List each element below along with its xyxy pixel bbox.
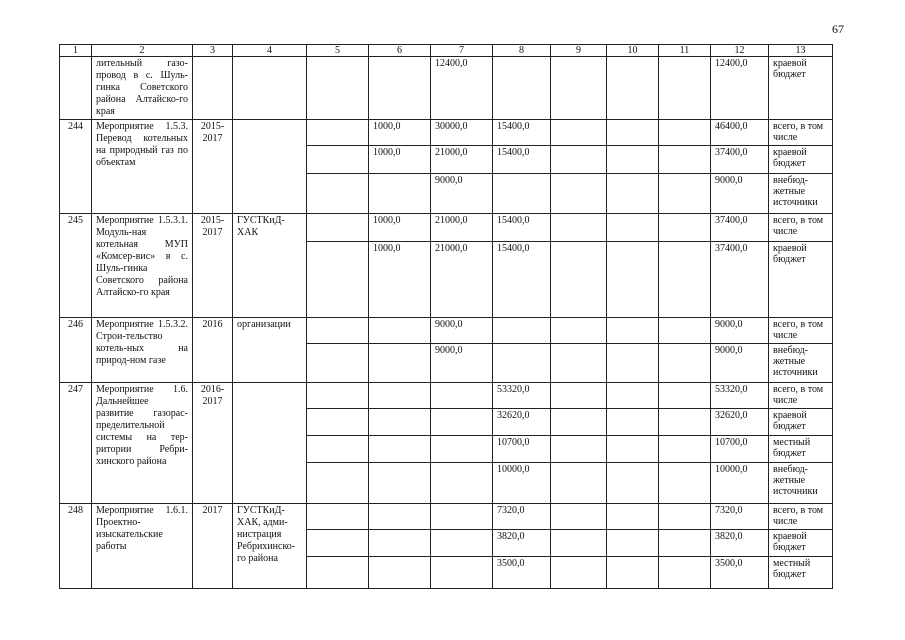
col8-cell	[493, 318, 551, 344]
col9-cell	[551, 504, 607, 530]
budget-table	[59, 44, 833, 589]
col5-cell	[307, 409, 369, 436]
col9-cell	[551, 146, 607, 174]
column-header: 1	[60, 45, 92, 57]
funding-source-cell: местный бюджет	[769, 557, 833, 589]
col10-cell	[607, 409, 659, 436]
col10-cell	[607, 530, 659, 557]
funding-source-cell: краевой бюджет	[769, 146, 833, 174]
funding-source-cell: всего, в том числе	[769, 120, 833, 146]
col8-cell	[493, 57, 551, 120]
col6-cell	[369, 436, 431, 463]
col6-cell: 1000,0	[369, 120, 431, 146]
total-cell: 3820,0	[711, 530, 769, 557]
col11-cell	[659, 318, 711, 344]
row-number-cell	[60, 57, 92, 120]
col5-cell	[307, 174, 369, 214]
col7-cell: 9000,0	[431, 344, 493, 383]
col7-cell	[431, 463, 493, 504]
measure-name-cell: лительный газо-провод в с. Шуль-гинка Советского района Алтайско-го края	[92, 57, 193, 120]
col9-cell	[551, 409, 607, 436]
total-cell: 9000,0	[711, 174, 769, 214]
column-header: 9	[551, 45, 607, 57]
col9-cell	[551, 530, 607, 557]
col11-cell	[659, 463, 711, 504]
column-header: 5	[307, 45, 369, 57]
executor-cell: организации	[233, 318, 307, 383]
col10-cell	[607, 214, 659, 242]
col9-cell	[551, 436, 607, 463]
col8-cell: 15400,0	[493, 242, 551, 318]
measure-name-cell: Мероприятие 1.6. Дальнейшее развитие газорас-пределительной системы на тер-ритории Ребри-хинского района	[92, 383, 193, 504]
col11-cell	[659, 530, 711, 557]
table-row	[60, 504, 833, 530]
col8-cell: 7320,0	[493, 504, 551, 530]
funding-source-cell: внебюд-жетные источники	[769, 463, 833, 504]
row-number-cell: 246	[60, 318, 92, 383]
col8-cell: 15400,0	[493, 146, 551, 174]
total-cell: 46400,0	[711, 120, 769, 146]
col6-cell: 1000,0	[369, 146, 431, 174]
col10-cell	[607, 242, 659, 318]
col10-cell	[607, 120, 659, 146]
funding-source-cell: всего, в том числе	[769, 383, 833, 409]
col6-cell	[369, 174, 431, 214]
period-cell: 2017	[193, 504, 233, 589]
funding-source-cell: краевой бюджет	[769, 530, 833, 557]
col9-cell	[551, 318, 607, 344]
col5-cell	[307, 318, 369, 344]
col8-cell: 10000,0	[493, 463, 551, 504]
col11-cell	[659, 174, 711, 214]
page-number: 67	[832, 22, 844, 36]
col8-cell: 53320,0	[493, 383, 551, 409]
funding-source-cell: краевой бюджет	[769, 57, 833, 120]
col5-cell	[307, 344, 369, 383]
col6-cell: 1000,0	[369, 214, 431, 242]
col7-cell	[431, 409, 493, 436]
col9-cell	[551, 57, 607, 120]
funding-source-cell: местный бюджет	[769, 436, 833, 463]
funding-source-cell: краевой бюджет	[769, 409, 833, 436]
col7-cell: 12400,0	[431, 57, 493, 120]
column-header: 7	[431, 45, 493, 57]
col11-cell	[659, 146, 711, 174]
col7-cell	[431, 436, 493, 463]
col11-cell	[659, 120, 711, 146]
col7-cell: 9000,0	[431, 174, 493, 214]
col10-cell	[607, 383, 659, 409]
col6-cell	[369, 383, 431, 409]
col6-cell	[369, 557, 431, 589]
total-cell: 10700,0	[711, 436, 769, 463]
period-cell	[193, 57, 233, 120]
table-row	[60, 57, 833, 120]
measure-name-cell: Мероприятие 1.5.3.2. Строи-тельство котель-ных на природ-ном газе	[92, 318, 193, 383]
col5-cell	[307, 436, 369, 463]
executor-cell: ГУСТКиД-ХАК, адми-нистрация Ребрихинско-го района	[233, 504, 307, 589]
total-cell: 37400,0	[711, 214, 769, 242]
col8-cell: 3500,0	[493, 557, 551, 589]
col8-cell: 10700,0	[493, 436, 551, 463]
col11-cell	[659, 242, 711, 318]
funding-source-cell: внебюд-жетные источники	[769, 344, 833, 383]
col9-cell	[551, 174, 607, 214]
col8-cell	[493, 174, 551, 214]
col9-cell	[551, 242, 607, 318]
total-cell: 10000,0	[711, 463, 769, 504]
col6-cell	[369, 409, 431, 436]
total-cell: 7320,0	[711, 504, 769, 530]
table-row	[60, 214, 833, 242]
col5-cell	[307, 557, 369, 589]
col7-cell: 21000,0	[431, 214, 493, 242]
column-header: 4	[233, 45, 307, 57]
table-row	[60, 383, 833, 409]
executor-cell	[233, 120, 307, 214]
column-header: 11	[659, 45, 711, 57]
col8-cell: 3820,0	[493, 530, 551, 557]
col5-cell	[307, 383, 369, 409]
row-number-cell: 245	[60, 214, 92, 318]
period-cell: 2016	[193, 318, 233, 383]
column-header: 3	[193, 45, 233, 57]
executor-cell	[233, 57, 307, 120]
col7-cell	[431, 504, 493, 530]
col10-cell	[607, 504, 659, 530]
total-cell: 9000,0	[711, 344, 769, 383]
col11-cell	[659, 57, 711, 120]
col6-cell: 1000,0	[369, 242, 431, 318]
table-row	[60, 120, 833, 146]
column-header: 8	[493, 45, 551, 57]
col5-cell	[307, 504, 369, 530]
col11-cell	[659, 344, 711, 383]
col11-cell	[659, 436, 711, 463]
col8-cell	[493, 344, 551, 383]
col6-cell	[369, 57, 431, 120]
col5-cell	[307, 120, 369, 146]
col7-cell: 9000,0	[431, 318, 493, 344]
col10-cell	[607, 318, 659, 344]
col7-cell: 21000,0	[431, 242, 493, 318]
col11-cell	[659, 214, 711, 242]
col11-cell	[659, 504, 711, 530]
row-number-cell: 248	[60, 504, 92, 589]
total-cell: 9000,0	[711, 318, 769, 344]
col5-cell	[307, 463, 369, 504]
total-cell: 12400,0	[711, 57, 769, 120]
funding-source-cell: внебюд-жетные источники	[769, 174, 833, 214]
col9-cell	[551, 214, 607, 242]
col6-cell	[369, 504, 431, 530]
col10-cell	[607, 146, 659, 174]
period-cell: 2015-2017	[193, 214, 233, 318]
column-header: 13	[769, 45, 833, 57]
col9-cell	[551, 383, 607, 409]
column-header: 10	[607, 45, 659, 57]
measure-name-cell: Мероприятие 1.5.3.1. Модуль-ная котельная МУП «Комсер-вис» в с. Шуль-гинка Советского района Алтайско-го края	[92, 214, 193, 318]
col10-cell	[607, 57, 659, 120]
executor-cell: ГУСТКиД-ХАК	[233, 214, 307, 318]
row-number-cell: 244	[60, 120, 92, 214]
total-cell: 3500,0	[711, 557, 769, 589]
col11-cell	[659, 383, 711, 409]
total-cell: 37400,0	[711, 242, 769, 318]
col5-cell	[307, 57, 369, 120]
col8-cell: 15400,0	[493, 120, 551, 146]
col7-cell: 30000,0	[431, 120, 493, 146]
table-row	[60, 318, 833, 344]
col10-cell	[607, 557, 659, 589]
col11-cell	[659, 557, 711, 589]
total-cell: 32620,0	[711, 409, 769, 436]
col7-cell	[431, 557, 493, 589]
column-header-row	[60, 45, 833, 57]
col7-cell: 21000,0	[431, 146, 493, 174]
col8-cell: 32620,0	[493, 409, 551, 436]
col10-cell	[607, 463, 659, 504]
col10-cell	[607, 174, 659, 214]
total-cell: 37400,0	[711, 146, 769, 174]
funding-source-cell: всего, в том числе	[769, 214, 833, 242]
measure-name-cell: Мероприятие 1.5.3. Перевод котельных на природный газ по объектам	[92, 120, 193, 214]
column-header: 12	[711, 45, 769, 57]
col9-cell	[551, 557, 607, 589]
col7-cell	[431, 383, 493, 409]
row-number-cell: 247	[60, 383, 92, 504]
col6-cell	[369, 344, 431, 383]
column-header: 6	[369, 45, 431, 57]
column-header: 2	[92, 45, 193, 57]
executor-cell	[233, 383, 307, 504]
measure-name-cell: Мероприятие 1.6.1. Проектно-изыскательские работы	[92, 504, 193, 589]
col8-cell: 15400,0	[493, 214, 551, 242]
period-cell: 2015-2017	[193, 120, 233, 214]
total-cell: 53320,0	[711, 383, 769, 409]
funding-source-cell: всего, в том числе	[769, 504, 833, 530]
funding-source-cell: краевой бюджет	[769, 242, 833, 318]
col5-cell	[307, 530, 369, 557]
col5-cell	[307, 146, 369, 174]
col10-cell	[607, 344, 659, 383]
col5-cell	[307, 214, 369, 242]
col6-cell	[369, 463, 431, 504]
col5-cell	[307, 242, 369, 318]
period-cell: 2016-2017	[193, 383, 233, 504]
col11-cell	[659, 409, 711, 436]
col9-cell	[551, 344, 607, 383]
col9-cell	[551, 120, 607, 146]
col6-cell	[369, 318, 431, 344]
col9-cell	[551, 463, 607, 504]
col6-cell	[369, 530, 431, 557]
funding-source-cell: всего, в том числе	[769, 318, 833, 344]
col7-cell	[431, 530, 493, 557]
col10-cell	[607, 436, 659, 463]
